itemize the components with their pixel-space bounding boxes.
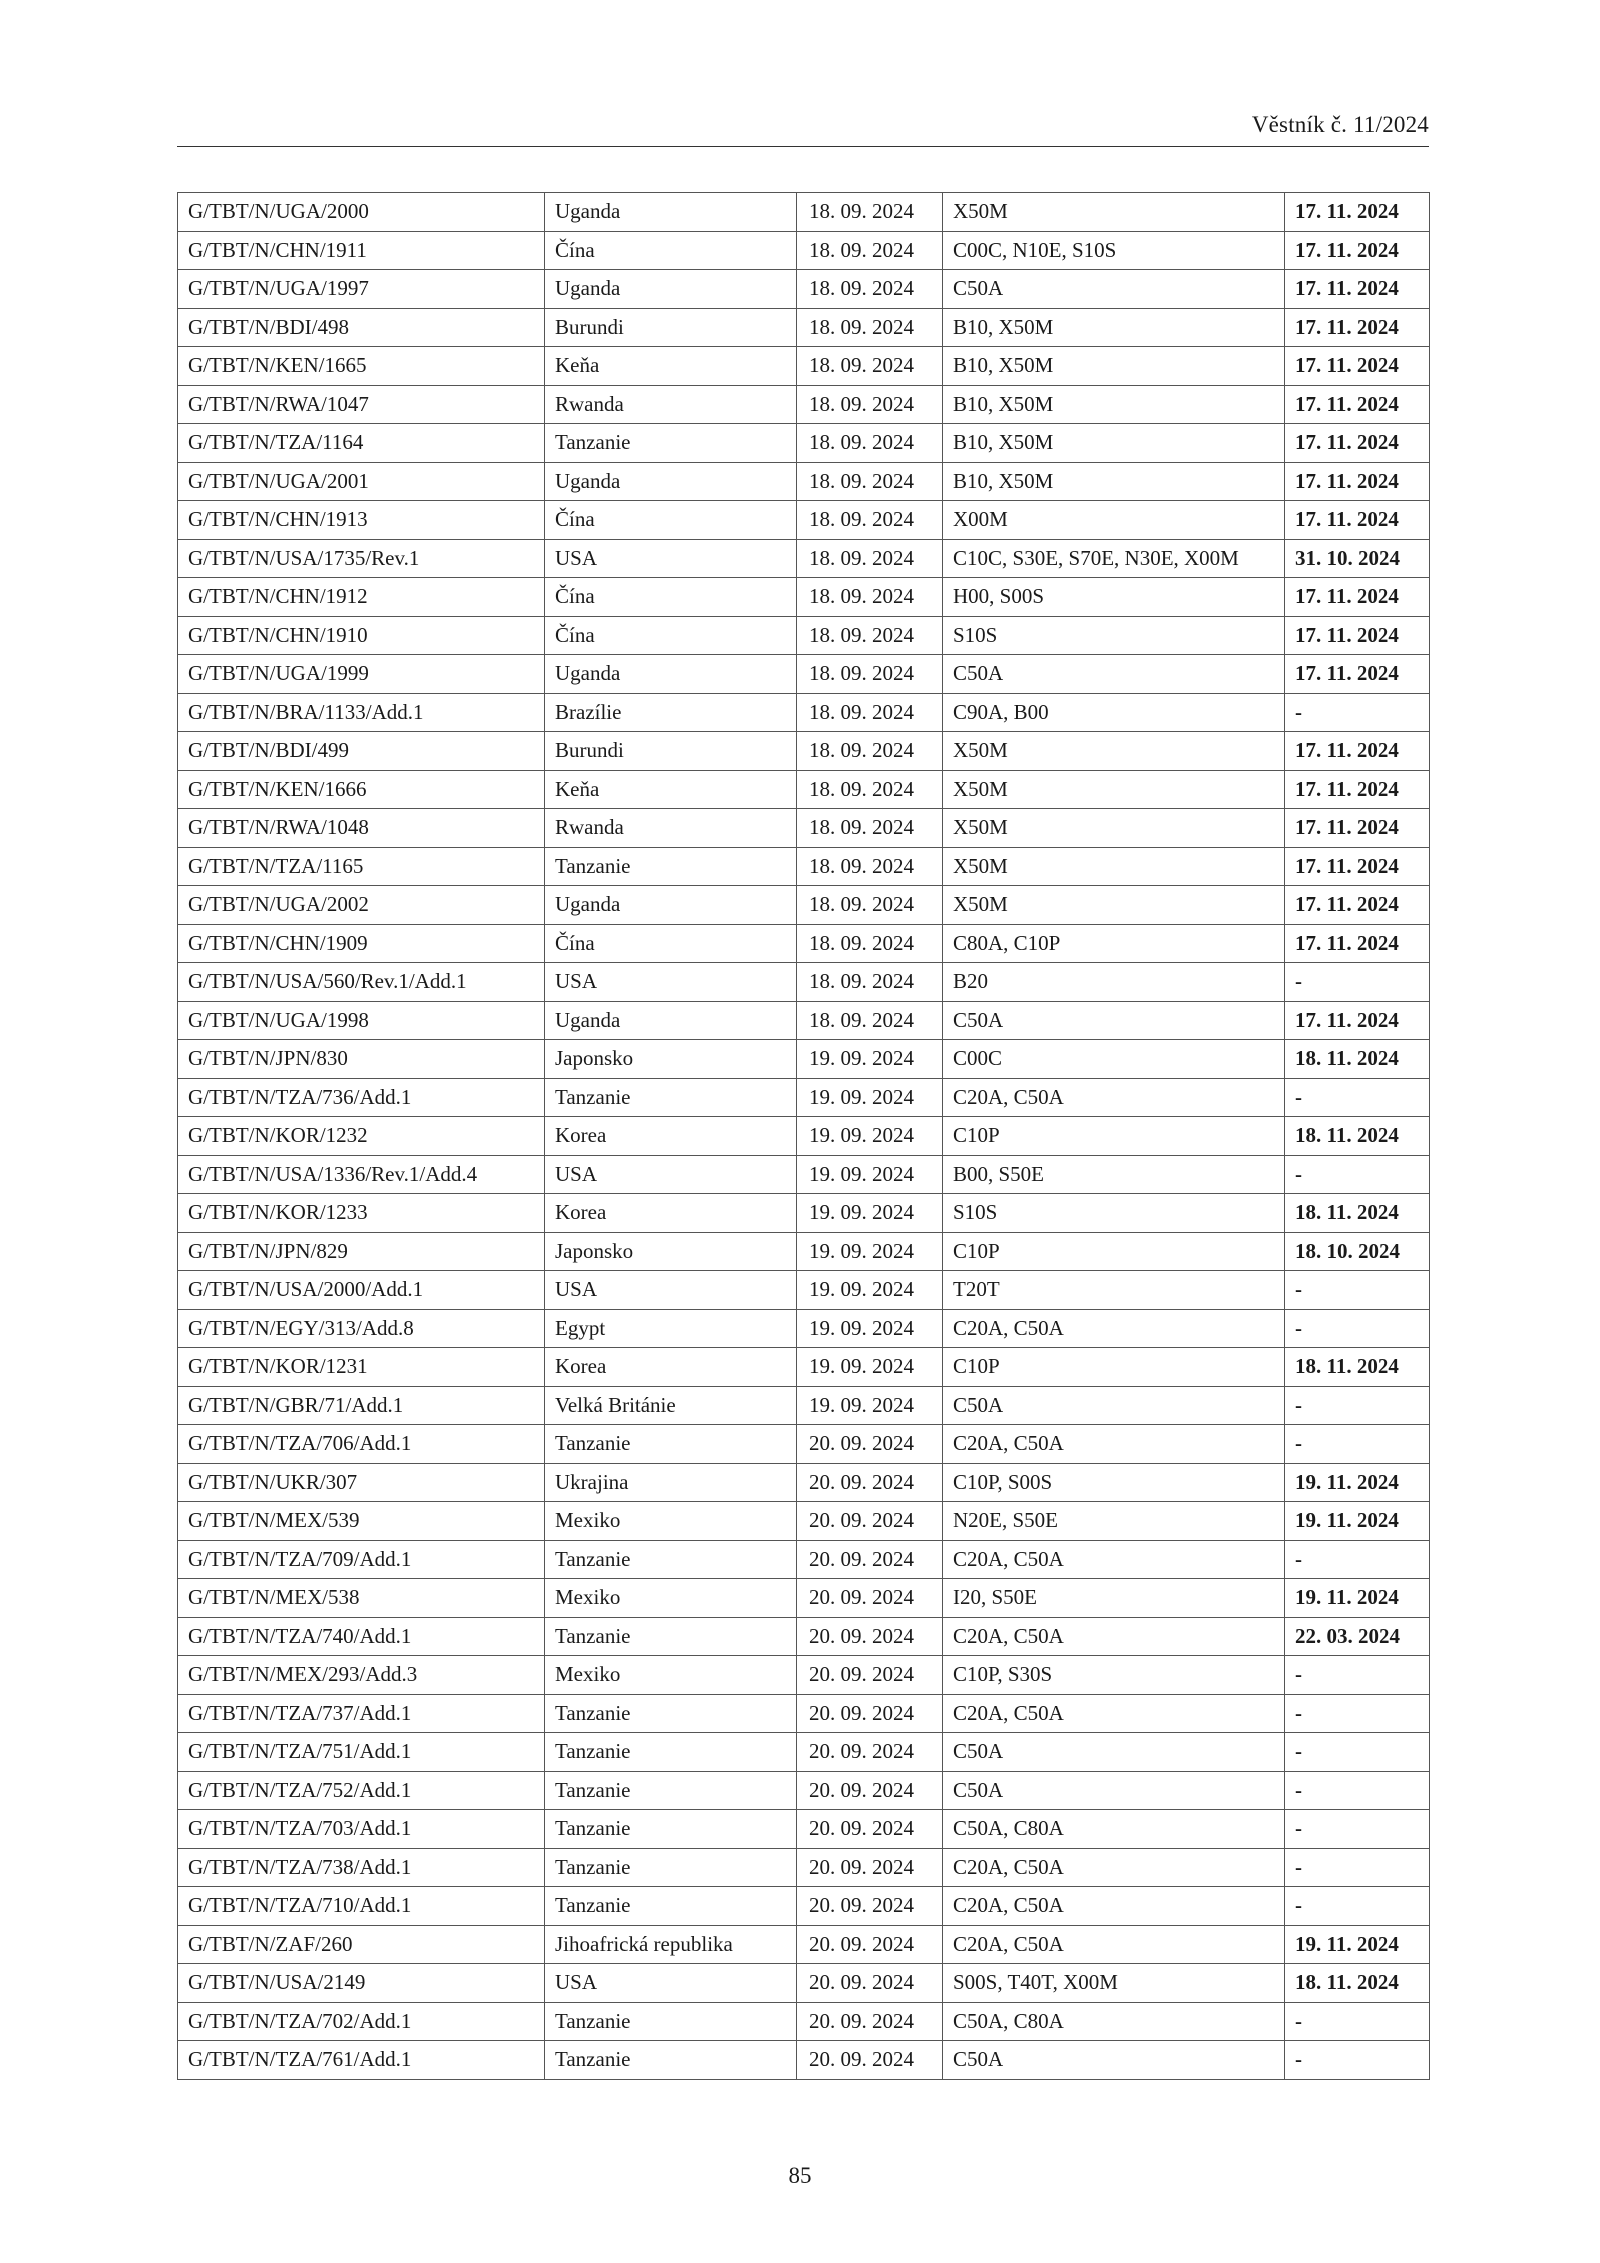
comment-deadline-cell: -: [1285, 1271, 1430, 1310]
ics-codes-cell: C20A, C50A: [943, 1925, 1285, 1964]
country-cell: Korea: [545, 1194, 797, 1233]
country-cell: Tanzanie: [545, 1810, 797, 1849]
table-row: [178, 347, 1430, 386]
table-row: [178, 2041, 1430, 2080]
notification-date-cell: 20. 09. 2024: [797, 1771, 943, 1810]
country-cell: Tanzanie: [545, 2041, 797, 2080]
comment-deadline-cell: 19. 11. 2024: [1285, 1925, 1430, 1964]
notification-id-cell: G/TBT/N/USA/2149: [178, 1964, 545, 2003]
country-cell: USA: [545, 1964, 797, 2003]
notification-date-cell: 18. 09. 2024: [797, 924, 943, 963]
comment-deadline-cell: 17. 11. 2024: [1285, 308, 1430, 347]
notification-date-cell: 18. 09. 2024: [797, 462, 943, 501]
notification-date-cell: 20. 09. 2024: [797, 1425, 943, 1464]
comment-deadline-cell: 19. 11. 2024: [1285, 1463, 1430, 1502]
comment-deadline-cell: 17. 11. 2024: [1285, 886, 1430, 925]
table-row: [178, 847, 1430, 886]
notification-date-cell: 18. 09. 2024: [797, 385, 943, 424]
table-row: [178, 1771, 1430, 1810]
ics-codes-cell: C10P, S30S: [943, 1656, 1285, 1695]
table-row: [178, 809, 1430, 848]
comment-deadline-cell: -: [1285, 1810, 1430, 1849]
comment-deadline-cell: 17. 11. 2024: [1285, 424, 1430, 463]
country-cell: Uganda: [545, 655, 797, 694]
country-cell: Tanzanie: [545, 1733, 797, 1772]
table-row: [178, 231, 1430, 270]
ics-codes-cell: N20E, S50E: [943, 1502, 1285, 1541]
notification-id-cell: G/TBT/N/TZA/706/Add.1: [178, 1425, 545, 1464]
country-cell: Tanzanie: [545, 424, 797, 463]
ics-codes-cell: C50A: [943, 1771, 1285, 1810]
notification-date-cell: 20. 09. 2024: [797, 1733, 943, 1772]
country-cell: Brazílie: [545, 693, 797, 732]
notification-date-cell: 18. 09. 2024: [797, 1001, 943, 1040]
ics-codes-cell: B10, X50M: [943, 385, 1285, 424]
table-row: [178, 1271, 1430, 1310]
table-row: [178, 1232, 1430, 1271]
table-row: [178, 1540, 1430, 1579]
comment-deadline-cell: 17. 11. 2024: [1285, 193, 1430, 232]
country-cell: Korea: [545, 1117, 797, 1156]
ics-codes-cell: C20A, C50A: [943, 1617, 1285, 1656]
comment-deadline-cell: -: [1285, 1848, 1430, 1887]
comment-deadline-cell: -: [1285, 963, 1430, 1002]
notification-date-cell: 20. 09. 2024: [797, 1463, 943, 1502]
notification-id-cell: G/TBT/N/KEN/1665: [178, 347, 545, 386]
comment-deadline-cell: 17. 11. 2024: [1285, 655, 1430, 694]
notification-date-cell: 18. 09. 2024: [797, 308, 943, 347]
notification-date-cell: 19. 09. 2024: [797, 1386, 943, 1425]
notification-date-cell: 19. 09. 2024: [797, 1040, 943, 1079]
notification-id-cell: G/TBT/N/ZAF/260: [178, 1925, 545, 1964]
notification-id-cell: G/TBT/N/JPN/830: [178, 1040, 545, 1079]
ics-codes-cell: X00M: [943, 501, 1285, 540]
notification-date-cell: 19. 09. 2024: [797, 1078, 943, 1117]
country-cell: Jihoafrická republika: [545, 1925, 797, 1964]
ics-codes-cell: X50M: [943, 847, 1285, 886]
comment-deadline-cell: 18. 11. 2024: [1285, 1040, 1430, 1079]
header-divider: [177, 146, 1429, 147]
notification-id-cell: G/TBT/N/MEX/539: [178, 1502, 545, 1541]
country-cell: USA: [545, 539, 797, 578]
table-row: [178, 1925, 1430, 1964]
notification-id-cell: G/TBT/N/TZA/761/Add.1: [178, 2041, 545, 2080]
country-cell: Keňa: [545, 347, 797, 386]
notification-id-cell: G/TBT/N/UGA/2000: [178, 193, 545, 232]
ics-codes-cell: X50M: [943, 193, 1285, 232]
comment-deadline-cell: 18. 11. 2024: [1285, 1348, 1430, 1387]
country-cell: USA: [545, 963, 797, 1002]
country-cell: Tanzanie: [545, 1848, 797, 1887]
table-row: [178, 2002, 1430, 2041]
table-row: [178, 1463, 1430, 1502]
country-cell: Čína: [545, 501, 797, 540]
country-cell: Velká Británie: [545, 1386, 797, 1425]
comment-deadline-cell: -: [1285, 1425, 1430, 1464]
notification-date-cell: 20. 09. 2024: [797, 1617, 943, 1656]
country-cell: Uganda: [545, 1001, 797, 1040]
notification-date-cell: 18. 09. 2024: [797, 347, 943, 386]
comment-deadline-cell: 17. 11. 2024: [1285, 616, 1430, 655]
comment-deadline-cell: -: [1285, 1733, 1430, 1772]
country-cell: Mexiko: [545, 1579, 797, 1618]
notification-id-cell: G/TBT/N/TZA/703/Add.1: [178, 1810, 545, 1849]
notification-table: [177, 192, 1430, 2080]
table-row: [178, 1040, 1430, 1079]
notification-date-cell: 20. 09. 2024: [797, 1925, 943, 1964]
notification-date-cell: 18. 09. 2024: [797, 963, 943, 1002]
notification-id-cell: G/TBT/N/UGA/1997: [178, 270, 545, 309]
comment-deadline-cell: 17. 11. 2024: [1285, 847, 1430, 886]
notification-id-cell: G/TBT/N/TZA/1164: [178, 424, 545, 463]
table-row: [178, 1656, 1430, 1695]
ics-codes-cell: C50A: [943, 1733, 1285, 1772]
notification-id-cell: G/TBT/N/UGA/2002: [178, 886, 545, 925]
notification-id-cell: G/TBT/N/MEX/293/Add.3: [178, 1656, 545, 1695]
country-cell: Keňa: [545, 770, 797, 809]
ics-codes-cell: B10, X50M: [943, 308, 1285, 347]
notification-date-cell: 20. 09. 2024: [797, 1694, 943, 1733]
notification-id-cell: G/TBT/N/TZA/751/Add.1: [178, 1733, 545, 1772]
ics-codes-cell: C50A: [943, 655, 1285, 694]
ics-codes-cell: C10P: [943, 1232, 1285, 1271]
notification-date-cell: 19. 09. 2024: [797, 1232, 943, 1271]
ics-codes-cell: S00S, T40T, X00M: [943, 1964, 1285, 2003]
ics-codes-cell: C10C, S30E, S70E, N30E, X00M: [943, 539, 1285, 578]
notification-id-cell: G/TBT/N/BRA/1133/Add.1: [178, 693, 545, 732]
comment-deadline-cell: 31. 10. 2024: [1285, 539, 1430, 578]
notification-date-cell: 20. 09. 2024: [797, 1810, 943, 1849]
ics-codes-cell: C50A: [943, 1386, 1285, 1425]
table-row: [178, 193, 1430, 232]
notification-date-cell: 19. 09. 2024: [797, 1309, 943, 1348]
notification-id-cell: G/TBT/N/UKR/307: [178, 1463, 545, 1502]
country-cell: Uganda: [545, 270, 797, 309]
comment-deadline-cell: -: [1285, 1694, 1430, 1733]
notification-id-cell: G/TBT/N/TZA/737/Add.1: [178, 1694, 545, 1733]
comment-deadline-cell: -: [1285, 1771, 1430, 1810]
notification-date-cell: 20. 09. 2024: [797, 1579, 943, 1618]
notification-id-cell: G/TBT/N/EGY/313/Add.8: [178, 1309, 545, 1348]
comment-deadline-cell: -: [1285, 1540, 1430, 1579]
notification-id-cell: G/TBT/N/TZA/740/Add.1: [178, 1617, 545, 1656]
notification-id-cell: G/TBT/N/TZA/702/Add.1: [178, 2002, 545, 2041]
notification-date-cell: 18. 09. 2024: [797, 616, 943, 655]
ics-codes-cell: C20A, C50A: [943, 1848, 1285, 1887]
table-row: [178, 1810, 1430, 1849]
notification-date-cell: 18. 09. 2024: [797, 578, 943, 617]
comment-deadline-cell: 18. 11. 2024: [1285, 1194, 1430, 1233]
notification-date-cell: 19. 09. 2024: [797, 1348, 943, 1387]
comment-deadline-cell: 17. 11. 2024: [1285, 770, 1430, 809]
notification-date-cell: 18. 09. 2024: [797, 193, 943, 232]
table-row: [178, 616, 1430, 655]
ics-codes-cell: C50A, C80A: [943, 2002, 1285, 2041]
table-row: [178, 886, 1430, 925]
comment-deadline-cell: -: [1285, 1078, 1430, 1117]
table-row: [178, 1579, 1430, 1618]
notification-id-cell: G/TBT/N/TZA/752/Add.1: [178, 1771, 545, 1810]
notification-date-cell: 18. 09. 2024: [797, 693, 943, 732]
ics-codes-cell: C50A: [943, 1001, 1285, 1040]
table-row: [178, 963, 1430, 1002]
country-cell: Korea: [545, 1348, 797, 1387]
comment-deadline-cell: 22. 03. 2024: [1285, 1617, 1430, 1656]
ics-codes-cell: B10, X50M: [943, 424, 1285, 463]
country-cell: Rwanda: [545, 385, 797, 424]
country-cell: Uganda: [545, 462, 797, 501]
notification-date-cell: 18. 09. 2024: [797, 809, 943, 848]
ics-codes-cell: C10P: [943, 1117, 1285, 1156]
ics-codes-cell: C00C, N10E, S10S: [943, 231, 1285, 270]
table-row: [178, 539, 1430, 578]
country-cell: Tanzanie: [545, 1617, 797, 1656]
table-row: [178, 270, 1430, 309]
notification-id-cell: G/TBT/N/BDI/499: [178, 732, 545, 771]
comment-deadline-cell: 17. 11. 2024: [1285, 732, 1430, 771]
country-cell: Tanzanie: [545, 2002, 797, 2041]
notification-id-cell: G/TBT/N/TZA/710/Add.1: [178, 1887, 545, 1926]
country-cell: Tanzanie: [545, 1694, 797, 1733]
notification-id-cell: G/TBT/N/BDI/498: [178, 308, 545, 347]
ics-codes-cell: C50A, C80A: [943, 1810, 1285, 1849]
notification-date-cell: 20. 09. 2024: [797, 1848, 943, 1887]
country-cell: Egypt: [545, 1309, 797, 1348]
table-row: [178, 1078, 1430, 1117]
comment-deadline-cell: 18. 11. 2024: [1285, 1964, 1430, 2003]
ics-codes-cell: C80A, C10P: [943, 924, 1285, 963]
comment-deadline-cell: 18. 11. 2024: [1285, 1117, 1430, 1156]
notification-id-cell: G/TBT/N/KEN/1666: [178, 770, 545, 809]
country-cell: Burundi: [545, 308, 797, 347]
ics-codes-cell: S10S: [943, 616, 1285, 655]
comment-deadline-cell: 17. 11. 2024: [1285, 385, 1430, 424]
comment-deadline-cell: -: [1285, 1386, 1430, 1425]
comment-deadline-cell: -: [1285, 1887, 1430, 1926]
notification-id-cell: G/TBT/N/CHN/1909: [178, 924, 545, 963]
notification-id-cell: G/TBT/N/USA/1336/Rev.1/Add.4: [178, 1155, 545, 1194]
notification-date-cell: 18. 09. 2024: [797, 270, 943, 309]
page-number: 85: [788, 2163, 812, 2188]
notification-date-cell: 18. 09. 2024: [797, 231, 943, 270]
table-row: [178, 1155, 1430, 1194]
table-row: [178, 1309, 1430, 1348]
ics-codes-cell: X50M: [943, 770, 1285, 809]
notification-date-cell: 18. 09. 2024: [797, 655, 943, 694]
comment-deadline-cell: -: [1285, 1656, 1430, 1695]
table-row: [178, 1194, 1430, 1233]
ics-codes-cell: C10P: [943, 1348, 1285, 1387]
country-cell: Japonsko: [545, 1232, 797, 1271]
country-cell: Rwanda: [545, 809, 797, 848]
notification-date-cell: 20. 09. 2024: [797, 2002, 943, 2041]
ics-codes-cell: B00, S50E: [943, 1155, 1285, 1194]
country-cell: Tanzanie: [545, 847, 797, 886]
notification-id-cell: G/TBT/N/KOR/1233: [178, 1194, 545, 1233]
notification-date-cell: 18. 09. 2024: [797, 424, 943, 463]
comment-deadline-cell: 17. 11. 2024: [1285, 809, 1430, 848]
country-cell: Burundi: [545, 732, 797, 771]
notification-id-cell: G/TBT/N/UGA/2001: [178, 462, 545, 501]
ics-codes-cell: C20A, C50A: [943, 1078, 1285, 1117]
country-cell: Tanzanie: [545, 1771, 797, 1810]
comment-deadline-cell: 17. 11. 2024: [1285, 1001, 1430, 1040]
table-row: [178, 1502, 1430, 1541]
comment-deadline-cell: -: [1285, 1155, 1430, 1194]
notification-id-cell: G/TBT/N/GBR/71/Add.1: [178, 1386, 545, 1425]
notification-id-cell: G/TBT/N/CHN/1910: [178, 616, 545, 655]
table-row: [178, 385, 1430, 424]
notification-date-cell: 18. 09. 2024: [797, 886, 943, 925]
country-cell: Čína: [545, 924, 797, 963]
table-row: [178, 424, 1430, 463]
notification-id-cell: G/TBT/N/KOR/1232: [178, 1117, 545, 1156]
country-cell: USA: [545, 1271, 797, 1310]
ics-codes-cell: T20T: [943, 1271, 1285, 1310]
country-cell: Uganda: [545, 886, 797, 925]
ics-codes-cell: C50A: [943, 2041, 1285, 2080]
table-row: [178, 1348, 1430, 1387]
country-cell: Tanzanie: [545, 1078, 797, 1117]
notification-date-cell: 20. 09. 2024: [797, 2041, 943, 2080]
country-cell: USA: [545, 1155, 797, 1194]
notification-date-cell: 18. 09. 2024: [797, 501, 943, 540]
notification-table-body: [178, 193, 1430, 2080]
notification-id-cell: G/TBT/N/CHN/1911: [178, 231, 545, 270]
table-row: [178, 1425, 1430, 1464]
country-cell: Čína: [545, 231, 797, 270]
notification-id-cell: G/TBT/N/RWA/1047: [178, 385, 545, 424]
comment-deadline-cell: 17. 11. 2024: [1285, 462, 1430, 501]
notification-date-cell: 20. 09. 2024: [797, 1502, 943, 1541]
comment-deadline-cell: 17. 11. 2024: [1285, 578, 1430, 617]
ics-codes-cell: C20A, C50A: [943, 1694, 1285, 1733]
notification-id-cell: G/TBT/N/KOR/1231: [178, 1348, 545, 1387]
notification-id-cell: G/TBT/N/RWA/1048: [178, 809, 545, 848]
notification-date-cell: 20. 09. 2024: [797, 1540, 943, 1579]
country-cell: Tanzanie: [545, 1425, 797, 1464]
country-cell: Čína: [545, 616, 797, 655]
notification-id-cell: G/TBT/N/USA/560/Rev.1/Add.1: [178, 963, 545, 1002]
table-row: [178, 462, 1430, 501]
ics-codes-cell: C20A, C50A: [943, 1425, 1285, 1464]
notification-date-cell: 20. 09. 2024: [797, 1656, 943, 1695]
notification-id-cell: G/TBT/N/JPN/829: [178, 1232, 545, 1271]
country-cell: Tanzanie: [545, 1540, 797, 1579]
table-row: [178, 578, 1430, 617]
comment-deadline-cell: 17. 11. 2024: [1285, 231, 1430, 270]
comment-deadline-cell: -: [1285, 2041, 1430, 2080]
notification-id-cell: G/TBT/N/USA/2000/Add.1: [178, 1271, 545, 1310]
comment-deadline-cell: 19. 11. 2024: [1285, 1579, 1430, 1618]
ics-codes-cell: C20A, C50A: [943, 1540, 1285, 1579]
notification-date-cell: 19. 09. 2024: [797, 1194, 943, 1233]
table-row: [178, 732, 1430, 771]
table-row: [178, 1617, 1430, 1656]
ics-codes-cell: X50M: [943, 809, 1285, 848]
table-row: [178, 1964, 1430, 2003]
ics-codes-cell: B20: [943, 963, 1285, 1002]
notification-date-cell: 18. 09. 2024: [797, 847, 943, 886]
country-cell: Tanzanie: [545, 1887, 797, 1926]
table-row: [178, 1386, 1430, 1425]
notification-id-cell: G/TBT/N/CHN/1912: [178, 578, 545, 617]
ics-codes-cell: B10, X50M: [943, 462, 1285, 501]
comment-deadline-cell: 19. 11. 2024: [1285, 1502, 1430, 1541]
table-row: [178, 1117, 1430, 1156]
ics-codes-cell: C50A: [943, 270, 1285, 309]
comment-deadline-cell: 17. 11. 2024: [1285, 924, 1430, 963]
notification-id-cell: G/TBT/N/USA/1735/Rev.1: [178, 539, 545, 578]
comment-deadline-cell: 17. 11. 2024: [1285, 501, 1430, 540]
page-header-title: Věstník č. 11/2024: [1251, 112, 1429, 137]
country-cell: Mexiko: [545, 1656, 797, 1695]
ics-codes-cell: S10S: [943, 1194, 1285, 1233]
table-row: [178, 501, 1430, 540]
notification-date-cell: 20. 09. 2024: [797, 1964, 943, 2003]
notification-date-cell: 18. 09. 2024: [797, 770, 943, 809]
notification-id-cell: G/TBT/N/CHN/1913: [178, 501, 545, 540]
table-row: [178, 1694, 1430, 1733]
table-row: [178, 1848, 1430, 1887]
notification-date-cell: 18. 09. 2024: [797, 539, 943, 578]
ics-codes-cell: C20A, C50A: [943, 1887, 1285, 1926]
table-row: [178, 308, 1430, 347]
ics-codes-cell: I20, S50E: [943, 1579, 1285, 1618]
table-row: [178, 1887, 1430, 1926]
comment-deadline-cell: 18. 10. 2024: [1285, 1232, 1430, 1271]
ics-codes-cell: C10P, S00S: [943, 1463, 1285, 1502]
table-row: [178, 924, 1430, 963]
notification-date-cell: 19. 09. 2024: [797, 1271, 943, 1310]
table-row: [178, 655, 1430, 694]
table-row: [178, 1001, 1430, 1040]
notification-date-cell: 20. 09. 2024: [797, 1887, 943, 1926]
country-cell: Čína: [545, 578, 797, 617]
notification-id-cell: G/TBT/N/UGA/1999: [178, 655, 545, 694]
comment-deadline-cell: 17. 11. 2024: [1285, 270, 1430, 309]
notification-date-cell: 19. 09. 2024: [797, 1117, 943, 1156]
country-cell: Mexiko: [545, 1502, 797, 1541]
ics-codes-cell: C90A, B00: [943, 693, 1285, 732]
notification-id-cell: G/TBT/N/TZA/1165: [178, 847, 545, 886]
comment-deadline-cell: -: [1285, 693, 1430, 732]
table-row: [178, 693, 1430, 732]
notification-id-cell: G/TBT/N/MEX/538: [178, 1579, 545, 1618]
ics-codes-cell: C20A, C50A: [943, 1309, 1285, 1348]
notification-id-cell: G/TBT/N/TZA/709/Add.1: [178, 1540, 545, 1579]
comment-deadline-cell: 17. 11. 2024: [1285, 347, 1430, 386]
ics-codes-cell: X50M: [943, 886, 1285, 925]
ics-codes-cell: X50M: [943, 732, 1285, 771]
table-row: [178, 1733, 1430, 1772]
country-cell: Ukrajina: [545, 1463, 797, 1502]
notification-id-cell: G/TBT/N/TZA/738/Add.1: [178, 1848, 545, 1887]
notification-id-cell: G/TBT/N/UGA/1998: [178, 1001, 545, 1040]
ics-codes-cell: B10, X50M: [943, 347, 1285, 386]
notification-id-cell: G/TBT/N/TZA/736/Add.1: [178, 1078, 545, 1117]
country-cell: Japonsko: [545, 1040, 797, 1079]
notification-date-cell: 18. 09. 2024: [797, 732, 943, 771]
notification-date-cell: 19. 09. 2024: [797, 1155, 943, 1194]
table-row: [178, 770, 1430, 809]
ics-codes-cell: H00, S00S: [943, 578, 1285, 617]
ics-codes-cell: C00C: [943, 1040, 1285, 1079]
comment-deadline-cell: -: [1285, 1309, 1430, 1348]
country-cell: Uganda: [545, 193, 797, 232]
comment-deadline-cell: -: [1285, 2002, 1430, 2041]
